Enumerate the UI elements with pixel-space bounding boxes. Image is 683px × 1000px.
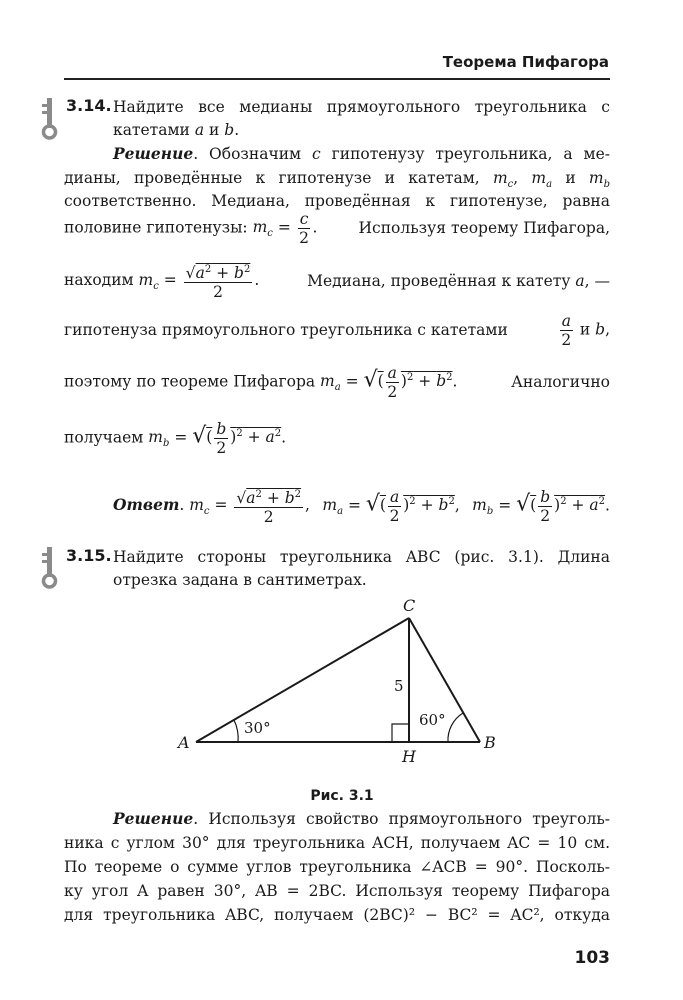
angle-b-arc [448, 713, 463, 742]
solution-line: дианы, проведённые к гипотенузе и катетам, $m_c$, $m_a$ и $m_b$ [64, 169, 611, 191]
problem-number: 3.14. [66, 96, 112, 115]
solution-label: Решение [113, 144, 194, 163]
key-icon [40, 547, 60, 589]
key-icon [40, 98, 60, 140]
problem-statement-line: Найдите стороны треугольника ABC (рис. 3.1). Длина [113, 548, 610, 566]
solution-line: находим $m_c$ = $\frac{√a^2 + b^2}{2}$ . Медиана, проведённая к катету a, — [64, 255, 610, 307]
angle-b-label: 60° [419, 711, 446, 729]
solution-line: для треугольника ABC, получаем (2BC)² − BC² = AC², откуда [64, 906, 610, 924]
side-ac [196, 618, 409, 742]
problem-statement-line: катетами a и b. [113, 121, 240, 139]
solution-line: поэтому по теореме Пифагора $m_a$ = √( $\frac{a}{2}$ )$^2 + b^2$. Аналогично [64, 363, 610, 401]
angle-a-label: 30° [244, 719, 271, 737]
page-number: 103 [574, 948, 610, 968]
figure-caption: Рис. 3.1 [310, 788, 374, 804]
solution-line: По теореме о сумме углов треугольника ∠ACB = 90°. Посколь- [64, 858, 610, 876]
triangle-figure [160, 592, 520, 772]
answer-label: Ответ [113, 495, 180, 514]
running-header: Теорема Пифагора [442, 53, 609, 71]
solution-line: соответственно. Медиана, проведённая к гипотенузе, равна [64, 192, 610, 210]
solution-line: ку угол A равен 30°, AB = 2BC. Используя теорему Пифагора [64, 882, 610, 900]
header-rule [64, 78, 610, 80]
solution-line: ника с углом 30° для треугольника ACH, получаем AC = 10 см. [64, 834, 610, 852]
solution-line: получаем $m_b$ = √( $\frac{b}{2}$ )$^2 + a^2$. [64, 419, 287, 457]
problem-statement-line: Найдите все медианы прямоугольного треугольника с [113, 98, 610, 116]
vertex-b-label: B [484, 733, 496, 752]
vertex-h-label: H [402, 747, 416, 766]
solution-line: Решение. Используя свойство прямоугольного треуголь- [113, 809, 610, 828]
answer-line: Ответ. $m_c$ = $\frac{√a^2 + b^2}{2}$ , $m_a$ = √( $\frac{a}{2}$ )$^2 + b^2$, $m_b$ = √( $\frac{b}{2}$ )$^2 + a^2$. [113, 487, 610, 527]
solution-line: Решение. Обозначим c гипотенузу треугольника, а ме- [113, 144, 610, 163]
problem-statement-line: отрезка задана в сантиметрах. [113, 571, 367, 589]
right-angle-mark [392, 724, 409, 742]
vertex-a-label: A [178, 733, 190, 752]
solution-line: гипотенуза прямоугольного треугольника с катетами $\frac{a}{2}$ и b, [64, 311, 610, 349]
solution-label: Решение [113, 809, 194, 828]
angle-a-arc [234, 720, 238, 742]
vertex-c-label: C [403, 596, 416, 615]
solution-line: половине гипотенузы: $m_c$ = $\frac{c}{2}$ . Используя теорему Пифагора, [64, 209, 610, 247]
segment-ch-length: 5 [394, 677, 404, 695]
problem-number: 3.15. [66, 546, 112, 565]
